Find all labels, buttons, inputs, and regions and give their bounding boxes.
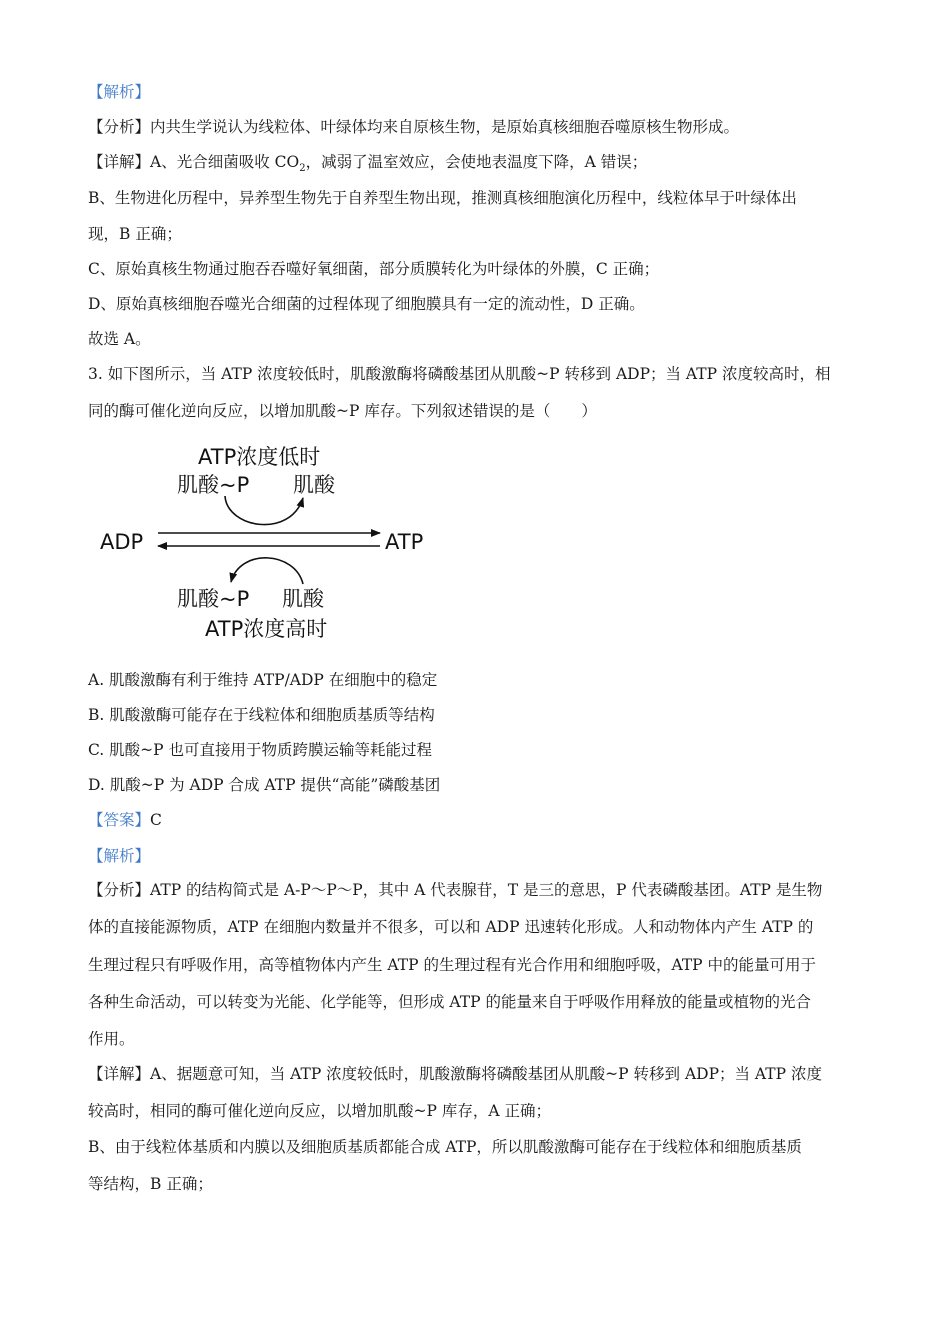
detail-b-line2: 现，B 正确； xyxy=(88,225,182,243)
diagram-left-label: ADP xyxy=(100,530,144,554)
diagram-top-right: 肌酸 xyxy=(293,473,335,497)
question3-stem-line1: 3. 如下图所示，当 ATP 浓度较低时，肌酸激酶将磷酸基团从肌酸~P 转移到 ADP；当 ATP 浓度较高时，相 xyxy=(88,365,831,383)
detail-d: D、原始真核细胞吞噬光合细菌的过程体现了细胞膜具有一定的流动性，D 正确。 xyxy=(88,295,645,313)
detail-a: 【详解】A、光合细菌吸收 $CO_2$，减弱了温室效应，会使地表温度下降，A 错误； xyxy=(88,153,648,175)
fenxi-q3-line1: 【分析】ATP 的结构简式是 A-P～P～P，其中 A 代表腺苷，T 是三的意思，P 代表磷酸基团。ATP 是生物 xyxy=(88,881,823,899)
diagram-bottom-left: 肌酸~P xyxy=(177,587,250,611)
answer-value: C xyxy=(150,811,162,829)
xiangjie-tag-q3: 【详解】 xyxy=(88,1065,151,1083)
analysis-paragraph xyxy=(88,117,739,137)
diagram-bottom-right: 肌酸 xyxy=(282,587,324,611)
diagram-top-title: ATP浓度低时 xyxy=(198,445,321,469)
question3-stem-line2: 同的酶可催化逆向反应，以增加肌酸~P 库存。下列叙述错误的是（ ） xyxy=(88,402,597,420)
atp-adp-diagram xyxy=(95,436,440,646)
analysis-tag: 【解析】 xyxy=(88,83,151,101)
diagram-right-label: ATP xyxy=(385,530,424,554)
fenxi-text: 内共生学说认为线粒体、叶绿体均来自原核生物，是原始真核细胞吞噬原核生物形成。 xyxy=(150,118,740,136)
fenxi-tag: 【分析】 xyxy=(88,118,151,136)
top-curved-arrow xyxy=(225,496,303,525)
fenxi-tag-q3: 【分析】 xyxy=(88,881,151,899)
bottom-curved-arrow xyxy=(231,558,303,584)
option-b: B. 肌酸激酶可能存在于线粒体和细胞质基质等结构 xyxy=(88,706,435,724)
detail-c: C、原始真核生物通过胞吞吞噬好氧细菌，部分质膜转化为叶绿体的外膜，C 正确； xyxy=(88,260,660,278)
option-d: D. 肌酸~P 为 ADP 合成 ATP 提供“高能”磷酸基团 xyxy=(88,776,441,794)
fenxi-q3-line5: 作用。 xyxy=(88,1030,135,1048)
detail-q3-b-line2: 等结构，B 正确； xyxy=(88,1175,213,1193)
answer-tag: 【答案】 xyxy=(88,811,151,829)
detail-b-line1: B、生物进化历程中，异养型生物先于自养型生物出现，推测真核细胞演化历程中，线粒体早于叶绿体出 xyxy=(88,189,797,207)
detail-q3-a-line1: 【详解】A、据题意可知，当 ATP 浓度较低时，肌酸激酶将磷酸基团从肌酸~P 转移到 ADP；当 ATP 浓度 xyxy=(88,1065,822,1083)
xiangjie-tag: 【详解】 xyxy=(88,153,151,171)
detail-q3-b-line1: B、由于线粒体基质和内膜以及细胞质基质都能合成 ATP，所以肌酸激酶可能存在于线粒体和细胞质基质 xyxy=(88,1138,802,1156)
conclusion: 故选 A。 xyxy=(88,330,151,348)
analysis-tag-q3: 【解析】 xyxy=(88,847,151,865)
option-c: C. 肌酸~P 也可直接用于物质跨膜运输等耗能过程 xyxy=(88,741,433,759)
answer xyxy=(88,810,162,830)
detail-q3-a-line2: 较高时，相同的酶可催化逆向反应，以增加肌酸~P 库存，A 正确； xyxy=(88,1102,551,1120)
fenxi-q3-line2: 体的直接能源物质，ATP 在细胞内数量并不很多，可以和 ADP 迅速转化形成。人和动物体内产生 ATP 的 xyxy=(88,918,814,936)
diagram-top-left: 肌酸~P xyxy=(177,473,250,497)
diagram-bottom-title: ATP浓度高时 xyxy=(205,617,328,641)
fenxi-q3-line4: 各种生命活动，可以转变为光能、化学能等，但形成 ATP 的能量来自于呼吸作用释放的能量或植物的光合 xyxy=(88,993,811,1011)
option-a: A. 肌酸激酶有利于维持 ATP/ADP 在细胞中的稳定 xyxy=(88,671,438,689)
fenxi-q3-line3: 生理过程只有呼吸作用，高等植物体内产生 ATP 的生理过程有光合作用和细胞呼吸，ATP 中的能量可用于 xyxy=(88,956,817,974)
